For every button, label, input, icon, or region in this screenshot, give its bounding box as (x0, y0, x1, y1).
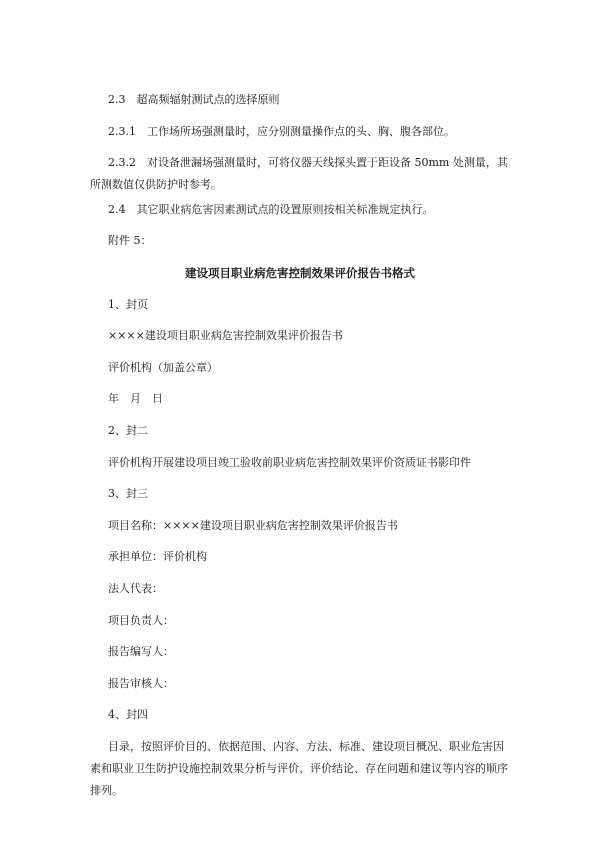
cover4-heading: 4、封四 (108, 708, 148, 721)
report-reviewer: 报告审核人： (108, 677, 174, 690)
cover-org: 评价机构（加盖公章） (108, 361, 218, 374)
attachment-label: 附件 5： (108, 234, 152, 247)
project-name: 项目名称：××××建设项目职业病危害控制效果评价报告书 (108, 519, 398, 532)
report-writer: 报告编写人： (108, 645, 174, 658)
cover-date: 年 月 日 (108, 392, 163, 405)
cover3-heading: 3、封三 (108, 487, 148, 500)
cover2-heading: 2、封二 (108, 424, 148, 437)
undertaker: 承担单位：评价机构 (108, 550, 207, 563)
project-lead: 项目负责人： (108, 614, 174, 627)
cover2-text: 评价机构开展建设项目竣工验收前职业病危害控制效果评价资质证书影印件 (108, 456, 471, 469)
section-2-4: 2.4 其它职业病危害因素测试点的设置原则按相关标准规定执行。 (108, 203, 434, 216)
section-2-3: 2.3 超高频辐射测试点的选择原则 (108, 93, 280, 106)
section-2-3-2: 2.3.2 对设备泄漏场强测量时，可将仪器天线探头置于距设备 50mm 处测量，其所测数值仅供防护时参考。 (90, 156, 508, 191)
cover-heading: 1、封页 (108, 298, 148, 311)
legal-rep: 法人代表： (108, 582, 163, 595)
section-2-3-1: 2.3.1 工作场所场强测量时，应分别测量操作点的头、胸、腹各部位。 (108, 125, 455, 138)
contents-text: 目录，按照评价目的、依据范围、内容、方法、标准、建设项目概况、职业危害因素和职业卫生防护设施控制效果分析与评价、评价结论、存在问题和建议等内容的顺序排列。 (90, 740, 508, 797)
document-title: 建设项目职业病危害控制效果评价报告书格式 (185, 266, 415, 280)
cover-title: ××××建设项目职业病危害控制效果评价报告书 (108, 329, 343, 342)
